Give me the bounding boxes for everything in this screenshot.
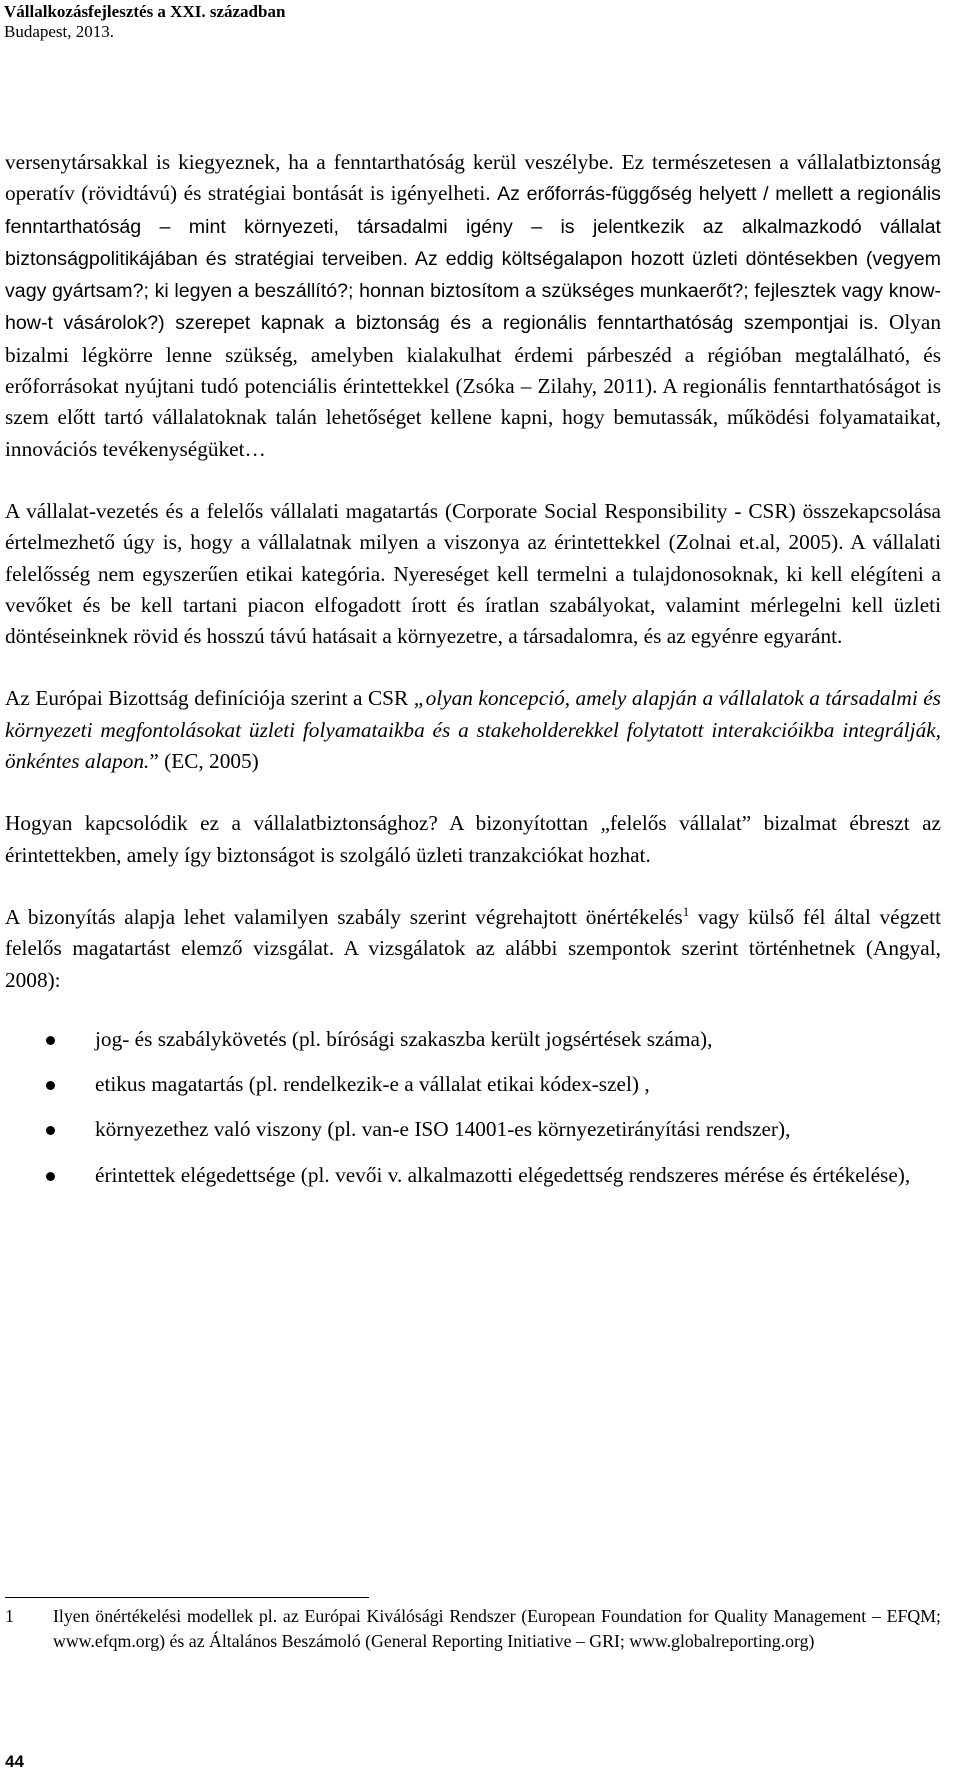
footnote-text: Ilyen önértékelési modellek pl. az Európai Kiválósági Rendszer (European Foundation for Quality Management – EFQM; www.efqm.org) és az Általános Beszámoló (General Reporting Initiative – GRI; www.globalreporting.org) [53,1606,941,1651]
list-item [5,1024,941,1055]
footnote-reference[interactable]: 1 [682,903,690,919]
paragraph-5-part-a: A bizonyítás alapja lehet valamilyen szabály szerint végrehajtott önértékelés [5,904,683,929]
running-header [4,2,285,42]
paragraph-3 [5,683,941,777]
footnote-number: 1 [5,1606,14,1626]
criteria-list [5,1024,941,1191]
paragraph-2: A vállalat-vezetés és a felelős vállalati magatartás (Corporate Social Responsibility - CSR) összekapcsolása értelmezhető úgy is, hogy a vállalatnak milyen a viszonya az érintettekkel (Zolnai et.al, 2005). A vállalati felelősség nem egyszerűen etikai kategória. Nyereséget kell termelni a tulajdonosoknak, ki kell elégíteni a vevőket és be kell tartani piacon elfogadott írott és íratlan szabályokat, valamint mérlegelni kell üzleti döntéseinknek rövid és hosszú távú hatásait a környezetre, a társadalomra, és az egyénre egyaránt. [5,498,941,649]
bullet-icon [46,1126,55,1135]
paragraph-5 [5,902,941,996]
footnote-separator [5,1597,369,1598]
bullet-icon [46,1081,55,1090]
footnote [5,1604,941,1653]
paragraph-5-part-b: vagy külső fél által végzett felelős magatartást elemző vizsgálat. A vizsgálatok az alábbi szempontok szerint történhetnek (Angyal, 2008): [5,904,941,992]
paragraph-1-part-b: Az erőforrás-függőség helyett / mellett a regionális fenntarthatóság – mint környezeti, társadalmi igény – is jelentkezik az alkalmazkodó vállalat biztonságpolitikájában és stratégiai terveiben. Az eddig költségalapon hozott üzleti döntésekben (vegyem vagy gyártsam?; ki legyen a beszállító?; honnan biztosítom a szükséges munkaerőt?; fejlesztek vagy know-how-t vásárolok?) szerepet kapnak a biztonság és a regionális fenntarthatóság szempontjai is. [5,183,941,335]
paragraph-1-part-c: Olyan bizalmi légkörre lenne szükség, amelyben kialakulhat érdemi párbeszéd a régióban megtalálható, és erőforrásokat nyújtani tudó potenciális érintettekkel (Zsóka – Zilahy, 2011). A regionális fenntarthatóságot is szem előtt tartó vállalatoknak talán lehetőséget kellene kapni, hogy bemutassák, működési folyamataikat, innovációs tevékenységüket… [5,310,942,461]
list-item-text: etikus magatartás (pl. rendelkezik-e a vállalat etikai kódex-szel) , [95,1072,650,1097]
paragraph-1-part-a: versenytársakkal is kiegyeznek, ha a fenntarthatóság kerül veszélybe. Ez természetesen a vállalatbiztonság operatív (rövidtávú) és stratégiai bontását is igényelheti. [5,150,941,206]
list-item [5,1114,941,1145]
list-item [5,1160,941,1191]
paragraph-3-citation: ” (EC, 2005) [149,749,259,774]
body-text [5,147,941,1205]
paragraph-3-lead: Az Európai Bizottság definíciója szerint a CSR [5,686,414,711]
page-number: 44 [5,1752,24,1771]
bullet-icon [46,1036,55,1045]
header-subtitle: Budapest, 2013. [4,22,115,41]
paragraph-3-quote: „olyan koncepció, amely alapján a vállalatok a társadalmi és környezeti megfontolásokat üzleti folyamataikba és a stakeholderekkel folytatott interakcióikba integrálják, önkéntes alapon. [5,686,941,774]
list-item-text: jog- és szabálykövetés (pl. bírósági szakaszba került jogsértések száma), [95,1026,713,1051]
header-title: Vállalkozásfejlesztés a XXI. században [4,2,286,21]
list-item [5,1069,941,1100]
list-item-text: érintettek elégedettsége (pl. vevői v. alkalmazotti elégedettség rendszeres mérése és értékelése), [95,1162,911,1187]
list-item-text: környezethez való viszony (pl. van-e ISO 14001-es környezetirányítási rendszer), [95,1117,791,1142]
paragraph-4: Hogyan kapcsolódik ez a vállalatbiztonsághoz? A bizonyítottan „felelős vállalat” bizalmat ébreszt az érintettekben, amely így biztonságot is szolgáló üzleti tranzakciókat hozhat. [5,811,941,867]
paragraph-1 [5,147,941,465]
bullet-icon [46,1172,55,1181]
